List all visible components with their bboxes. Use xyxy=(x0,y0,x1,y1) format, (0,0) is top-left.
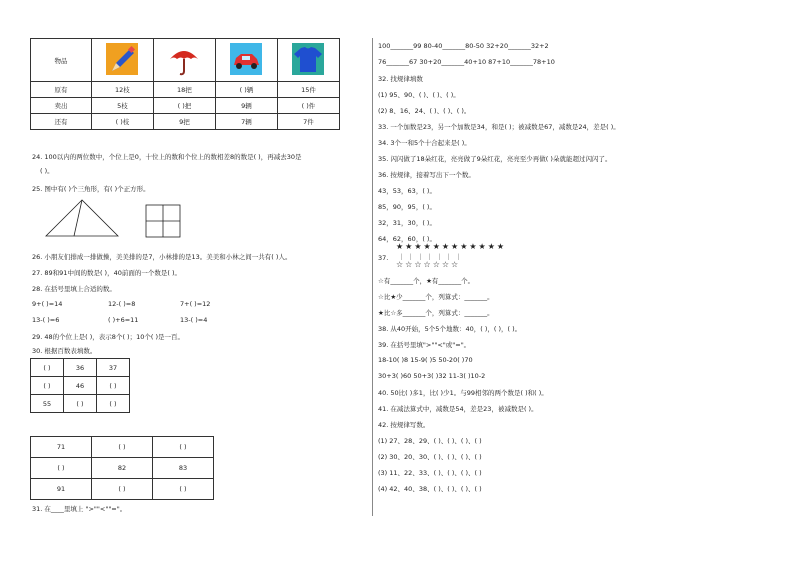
question-36: 36. 按规律，接着写出下一个数。 xyxy=(378,171,475,179)
table-row: 55 ( ) ( ) xyxy=(31,395,130,413)
question-40: 40. 50比( )多1，比( )少1。与99相邻的两个数是( )和( )。 xyxy=(378,389,548,397)
compare-row-2: 76_______67 30+20_______40+10 87+10_______78+10 xyxy=(378,58,555,66)
question-38: 38. 从40开始，5个5个地数：40，( )，( )，( )。 xyxy=(378,325,522,333)
column-divider xyxy=(372,38,373,516)
question-41: 41. 在减法算式中，减数是54，差是23，被减数是( )。 xyxy=(378,405,538,413)
hundred-chart-grid-2 xyxy=(30,436,214,500)
table-row: 91 ( ) ( ) xyxy=(31,479,214,500)
table-header-label: 物品 xyxy=(31,39,92,82)
car-icon xyxy=(228,41,264,77)
tally-bars: ｜｜｜｜｜｜｜ xyxy=(398,253,465,261)
table-row: 卖出 5枝 ( )把 9辆 ( )件 xyxy=(31,98,340,114)
table-row: ( ) 36 37 xyxy=(31,359,130,377)
table-row: 原有 12枝 18把 ( )辆 15件 xyxy=(31,82,340,98)
hollow-stars: ☆☆☆☆☆☆☆ xyxy=(396,260,461,269)
table-row xyxy=(31,39,340,82)
shirt-icon xyxy=(290,41,326,77)
goods-table xyxy=(30,38,340,130)
question-27: 27. 89和91中间的数是( )，40前面的一个数是( )。 xyxy=(32,269,181,277)
question-24: 24. 100以内的两位数中，个位上是0，十位上的数和个位上的数相差8的数是( )，再减去30是 xyxy=(32,153,302,161)
question-31: 31. 在____里填上 ">""<""="。 xyxy=(32,505,127,513)
question-34: 34. 3个一和5个十合起来是( )。 xyxy=(378,139,471,147)
question-30: 30. 根据百数表填数。 xyxy=(32,347,97,355)
pencil-icon xyxy=(104,41,140,77)
hundred-chart-grid-1 xyxy=(30,358,130,413)
question-32: 32. 找规律填数 xyxy=(378,75,423,83)
question-42: 42. 按规律写数。 xyxy=(378,421,430,429)
question-35: 35. 闪闪做了18朵红花，亮亮做了9朵红花，亮亮至少再做( )朵就能超过闪闪了。 xyxy=(378,155,612,163)
question-29: 29. 48的个位上是( )，表示8个( )；10个( )是一百。 xyxy=(32,333,184,341)
question-28: 28. 在括号里填上合适的数。 xyxy=(32,285,116,293)
compare-row-1: 100_______99 80-40_______80-50 32+20_______32+2 xyxy=(378,42,549,50)
table-row: 71 ( ) ( ) xyxy=(31,437,214,458)
square-grid-figure xyxy=(145,204,181,238)
table-row: ( ) 82 83 xyxy=(31,458,214,479)
filled-stars: ★★★★★★★★★★★★ xyxy=(396,242,507,251)
question-24-cont: ( )。 xyxy=(40,167,54,175)
umbrella-icon xyxy=(166,41,202,77)
table-row: ( ) 46 ( ) xyxy=(31,377,130,395)
table-row: 还有 ( )枝 9把 7辆 7件 xyxy=(31,114,340,130)
question-26: 26. 小朋友们排成一排做操，美美排的是7，小林排的是13。美美和小林之间一共有( )人。 xyxy=(32,253,292,261)
triangle-figure xyxy=(44,198,120,238)
question-39: 39. 在括号里填">""<"或"="。 xyxy=(378,341,471,349)
question-33: 33. 一个加数是23，另一个加数是34，和是( )；被减数是67，减数是24，差是( )。 xyxy=(378,123,620,131)
question-25: 25. 图中有( )个三角形，有( )个正方形。 xyxy=(32,185,150,193)
question-37: 37. xyxy=(378,254,389,262)
